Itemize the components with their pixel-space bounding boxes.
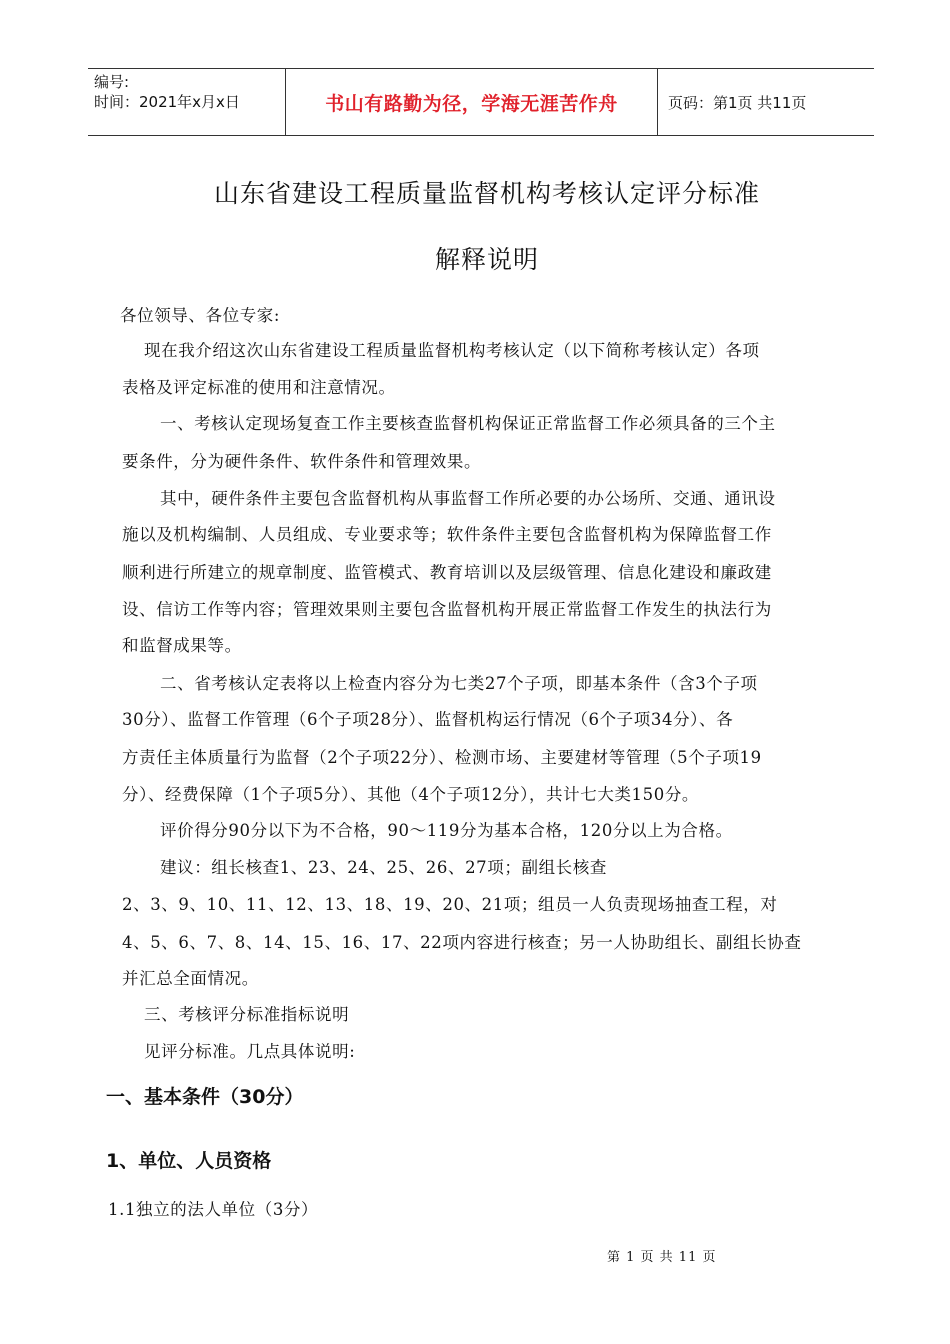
body-line: 见评分标准。几点具体说明:: [144, 1042, 356, 1061]
item-heading: 1.1独立的法人单位（3分）: [108, 1200, 319, 1219]
body-line: 现在我介绍这次山东省建设工程质量监督机构考核认定（以下简称考核认定）各项: [144, 341, 760, 360]
body-line: 建议：组长核查1、23、24、25、26、27项；副组长核查: [160, 858, 607, 877]
body-line: 一、考核认定现场复查工作主要核查监督机构保证正常监督工作必须具备的三个主: [160, 414, 776, 433]
body-line: 三、考核评分标准指标说明: [144, 1005, 350, 1024]
body-line: 二、省考核认定表将以上检查内容分为七类27个子项，即基本条件（含3个子项: [160, 674, 758, 693]
body-line: 4、5、6、7、8、14、15、16、17、22项内容进行核查；另一人协助组长、副组长协查: [122, 933, 802, 952]
body-line: 要条件，分为硬件条件、软件条件和管理效果。: [122, 452, 482, 471]
header-motto: 书山有路勤为径，学海无涯苦作舟: [325, 92, 618, 115]
document-time-label: 时间：2021年x月x日: [94, 93, 240, 111]
body-line: 2、3、9、10、11、12、13、18、19、20、21项；组员一人负责现场抽查工程，对: [122, 895, 778, 914]
body-line: 其中，硬件条件主要包含监督机构从事监督工作所必要的办公场所、交通、通讯设: [160, 489, 776, 508]
header-meta-cell: [88, 69, 286, 135]
body-line: 并汇总全面情况。: [122, 969, 259, 988]
document-title: 山东省建设工程质量监督机构考核认定评分标准: [213, 179, 760, 208]
document-subtitle: 解释说明: [434, 245, 539, 274]
body-line: 分）、经费保障（1个子项5分）、其他（4个子项12分），共计七大类150分。: [122, 785, 700, 804]
header-page-cell: [658, 69, 874, 135]
page-footer: 第 1 页 共 11 页: [607, 1250, 717, 1265]
body-line: 评价得分90分以下为不合格，90～119分为基本合格，120分以上为合格。: [160, 821, 733, 840]
header-page-code: 页码：第1页 共11页: [668, 93, 807, 112]
body-line: 施以及机构编制、人员组成、专业要求等；软件条件主要包含监督机构为保障监督工作: [122, 525, 772, 544]
body-line: 各位领导、各位专家:: [120, 306, 281, 325]
section-heading: 一、基本条件（30分）: [106, 1086, 304, 1108]
document-number-label: 编号:: [94, 73, 130, 91]
body-line: 30分）、监督工作管理（6个子项28分）、监督机构运行情况（6个子项34分）、各: [122, 710, 734, 729]
header-motto-cell: [286, 69, 658, 135]
body-line: 表格及评定标准的使用和注意情况。: [122, 378, 396, 397]
body-line: 方责任主体质量行为监督（2个子项22分）、检测市场、主要建材等管理（5个子项19: [122, 748, 762, 767]
header-table: [88, 68, 874, 136]
body-line: 设、信访工作等内容；管理效果则主要包含监督机构开展正常监督工作发生的执法行为: [122, 600, 772, 619]
body-line: 顺利进行所建立的规章制度、监管模式、教育培训以及层级管理、信息化建设和廉政建: [122, 563, 772, 582]
subsection-heading: 1、单位、人员资格: [106, 1150, 272, 1172]
body-line: 和监督成果等。: [122, 636, 242, 655]
